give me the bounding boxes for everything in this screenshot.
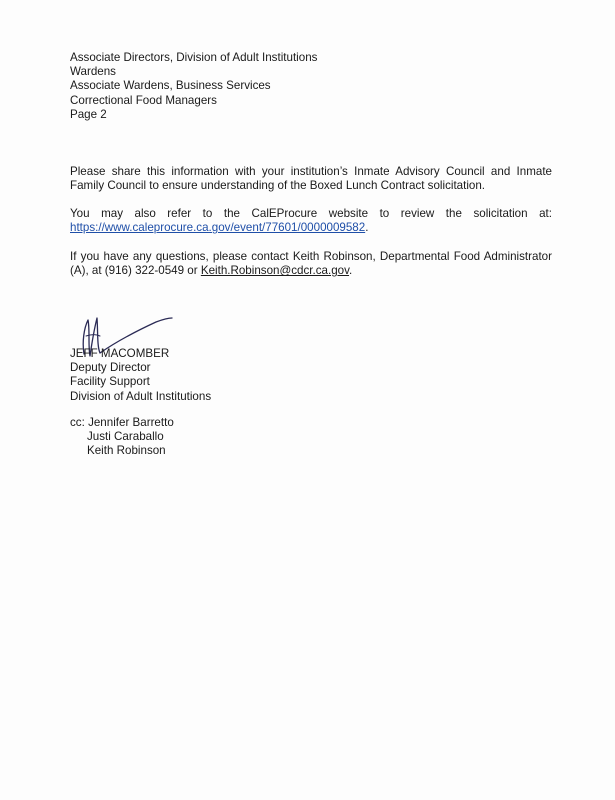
cc-recipient: Keith Robinson xyxy=(87,444,166,458)
solicitation-link[interactable]: https://www.caleprocure.ca.gov/event/77601/0000009582 xyxy=(70,221,366,235)
period: . xyxy=(365,221,369,235)
signer-unit: Facility Support xyxy=(70,375,150,389)
addressee-line: Wardens xyxy=(70,65,116,79)
cc-block xyxy=(70,416,174,459)
paragraph-caleprocure xyxy=(70,207,552,235)
paragraph-text: If you have any questions, please contact Keith Robinson, Departmental Food Administrator (A), at (916) 322-0549 or xyxy=(70,250,552,278)
paragraph-contact xyxy=(70,250,552,278)
cc-recipient: Justi Caraballo xyxy=(87,430,164,444)
cc-recipient: Jennifer Barretto xyxy=(88,416,174,429)
addressee-line: Associate Wardens, Business Services xyxy=(70,79,271,93)
cc-line xyxy=(70,416,174,430)
paragraph-share-info: Please share this information with your institution’s Inmate Advisory Council and Inmate Family Council to ensure understanding of the Boxed Lunch Contract solicitation. xyxy=(70,165,552,193)
addressee-block xyxy=(70,51,552,122)
signer-block xyxy=(70,347,211,404)
paragraph-text: You may also refer to the CalEProcure website to review the solicitation at: xyxy=(70,207,552,220)
signer-division: Division of Adult Institutions xyxy=(70,389,212,403)
addressee-line: Correctional Food Managers xyxy=(70,93,217,107)
addressee-line: Associate Directors, Division of Adult Institutions xyxy=(70,51,318,64)
cc-label: cc: xyxy=(70,416,85,429)
signer-name: JEFF MACOMBER xyxy=(70,347,170,360)
period: . xyxy=(349,264,353,278)
signer-title: Deputy Director xyxy=(70,361,151,375)
contact-email-link[interactable]: Keith.Robinson@cdcr.ca.gov xyxy=(200,264,350,278)
page-number: Page 2 xyxy=(70,107,107,121)
